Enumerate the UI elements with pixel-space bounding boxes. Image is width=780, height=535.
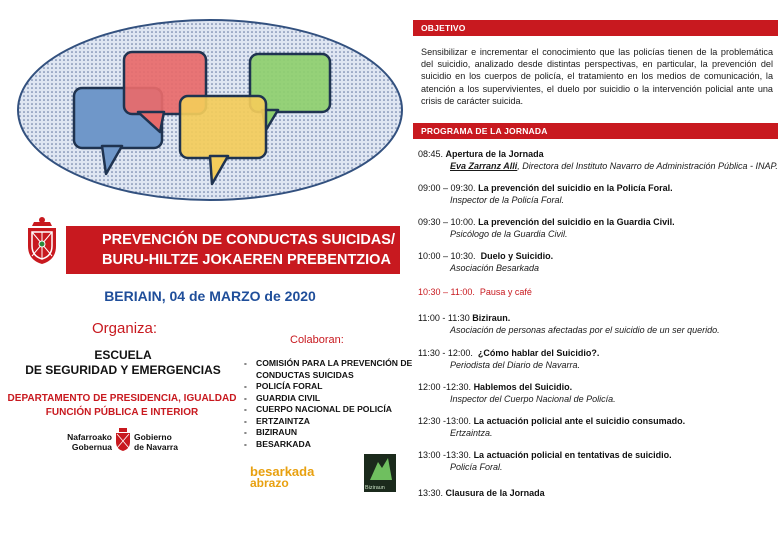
entry-title: Apertura de la Jornada [445, 149, 544, 159]
entry-time: 10:30 – 11:00. [418, 287, 475, 297]
organizer-department [4, 392, 240, 420]
entry-title: La actuación policial ante el suicidio consumado. [473, 416, 686, 426]
entry-time: 11:30 - 12:00. [418, 348, 473, 358]
colaboran-label: Colaboran: [290, 334, 344, 346]
gov-logo-text-basque [64, 432, 112, 452]
objetivo-header: OBJETIVO [413, 20, 778, 36]
list-item [418, 449, 778, 473]
speech-bubbles-illustration [14, 14, 406, 206]
abrazo-logo-text: abrazo [250, 476, 289, 490]
entry-title: Clausura de la Jornada [445, 488, 545, 498]
gov-left-line-2: Gobernua [71, 442, 112, 452]
besarkada-logo [250, 462, 334, 492]
list-item: - ERTZAINTZA [244, 416, 414, 428]
programa-header: PROGRAMA DE LA JORNADA [413, 123, 778, 139]
entry-speaker: Inspector de la Policía Foral. [450, 195, 565, 205]
objetivo-text: Sensibilizar e incrementar el conocimiento que las policías tienen de la problemática del suicidio, analizado desde distintas perspectivas, en particular, la prevención del suicidio en los cuerpos de policía, el tratamiento en los medios de comunicación, la atención a los supervivientes, el duelo por suicidio o la intervención policial ante una crisis de carácter suicida. [421, 47, 773, 106]
entry-speaker: Asociación de personas afectadas por el suicidio de un ser querido. [450, 325, 720, 335]
list-item [418, 182, 778, 206]
entry-time: 09:00 – 09:30. [418, 183, 476, 193]
entry-title: Biziraun. [472, 313, 511, 323]
gov-logo-text-spanish [134, 432, 178, 452]
entry-speaker: Psicólogo de la Guardia Civil. [450, 229, 568, 239]
entry-title: ¿Cómo hablar del Suicidio?. [477, 348, 600, 358]
entry-speaker: Ertzaintza. [450, 428, 493, 438]
gobierno-navarra-shield-icon [114, 428, 132, 452]
entry-time: 10:00 – 10:30. [418, 251, 476, 261]
list-item [418, 286, 778, 298]
entry-time: 11:00 - 11:30 [418, 313, 470, 323]
gov-left-line-1: Nafarroako [67, 432, 112, 442]
entry-time: 09:30 – 10:00. [418, 217, 476, 227]
escuela-line-1: ESCUELA [94, 348, 152, 362]
list-item [418, 347, 778, 371]
biziraun-logo-text: Biziraun [365, 485, 385, 491]
entry-time: 12:00 -12:30. [418, 382, 472, 392]
entry-time: 08:45. [418, 149, 444, 159]
list-item: - COMISIÓN PARA LA PREVENCIÓN DE CONDUCTAS SUICIDAS [244, 358, 414, 381]
list-item [418, 250, 778, 274]
entry-title: Duelo y Suicidio. [480, 251, 554, 261]
entry-time: 12:30 -13:00. [418, 416, 472, 426]
biziraun-logo [364, 454, 396, 492]
list-item [418, 487, 778, 499]
entry-time: 13:30. [418, 488, 444, 498]
organiza-label: Organiza: [92, 320, 158, 337]
list-item: - BIZIRAUN [244, 427, 414, 439]
list-item: - CUERPO NACIONAL DE POLICÍA [244, 404, 414, 416]
title-line-1: PREVENCIÓN DE CONDUCTAS SUICIDAS/ [102, 232, 395, 248]
entry-speaker: Periodista del Diario de Navarra. [450, 360, 581, 370]
list-item [418, 216, 778, 240]
besarkada-logo-text: besarkada [250, 464, 315, 479]
title-line-2: BURU-HILTZE JOKAEREN PREBENTZIOA [102, 252, 391, 268]
collaborators-list [244, 358, 414, 450]
biziraun-figure-icon [364, 454, 396, 484]
entry-title: La prevención del suicidio en la Policía Foral. [478, 183, 673, 193]
dept-line-1: DEPARTAMENTO DE PRESIDENCIA, IGUALDAD [7, 393, 237, 404]
list-item: - BESARKADA [244, 439, 414, 451]
dept-line-2: FUNCIÓN PÚBLICA E INTERIOR [45, 407, 199, 418]
entry-speaker-role: , Directora del Instituto Navarro de Administración Pública - INAP. [517, 161, 778, 171]
navarra-shield-icon [22, 216, 62, 266]
gov-right-line-1: Gobierno [134, 432, 172, 442]
list-item [418, 381, 778, 405]
entry-title: La actuación policial en tentativas de suicidio. [473, 450, 672, 460]
list-item [418, 148, 778, 172]
event-date-location: BERIAIN, 04 de MARZO de 2020 [104, 288, 316, 304]
organizer-school [8, 348, 238, 378]
entry-title: La prevención del suicidio en la Guardia Civil. [478, 217, 675, 227]
entry-speaker: Inspector del Cuerpo Nacional de Policía. [450, 394, 616, 404]
list-item [418, 415, 778, 439]
list-item [418, 312, 778, 336]
entry-speaker: Asociación Besarkada [450, 263, 540, 273]
list-item: - POLICÍA FORAL [244, 381, 414, 393]
entry-time: 13:00 -13:30. [418, 450, 472, 460]
entry-speaker: Policía Foral. [450, 462, 503, 472]
list-item: - GUARDIA CIVIL [244, 393, 414, 405]
entry-title: Hablemos del Suicidio. [473, 382, 573, 392]
entry-speaker-name: Eva Zarranz Alli [450, 161, 518, 171]
event-title-banner [66, 226, 400, 274]
gov-right-line-2: de Navarra [134, 442, 178, 452]
entry-title: Pausa y café [479, 287, 532, 297]
escuela-line-2: DE SEGURIDAD Y EMERGENCIAS [25, 363, 221, 377]
